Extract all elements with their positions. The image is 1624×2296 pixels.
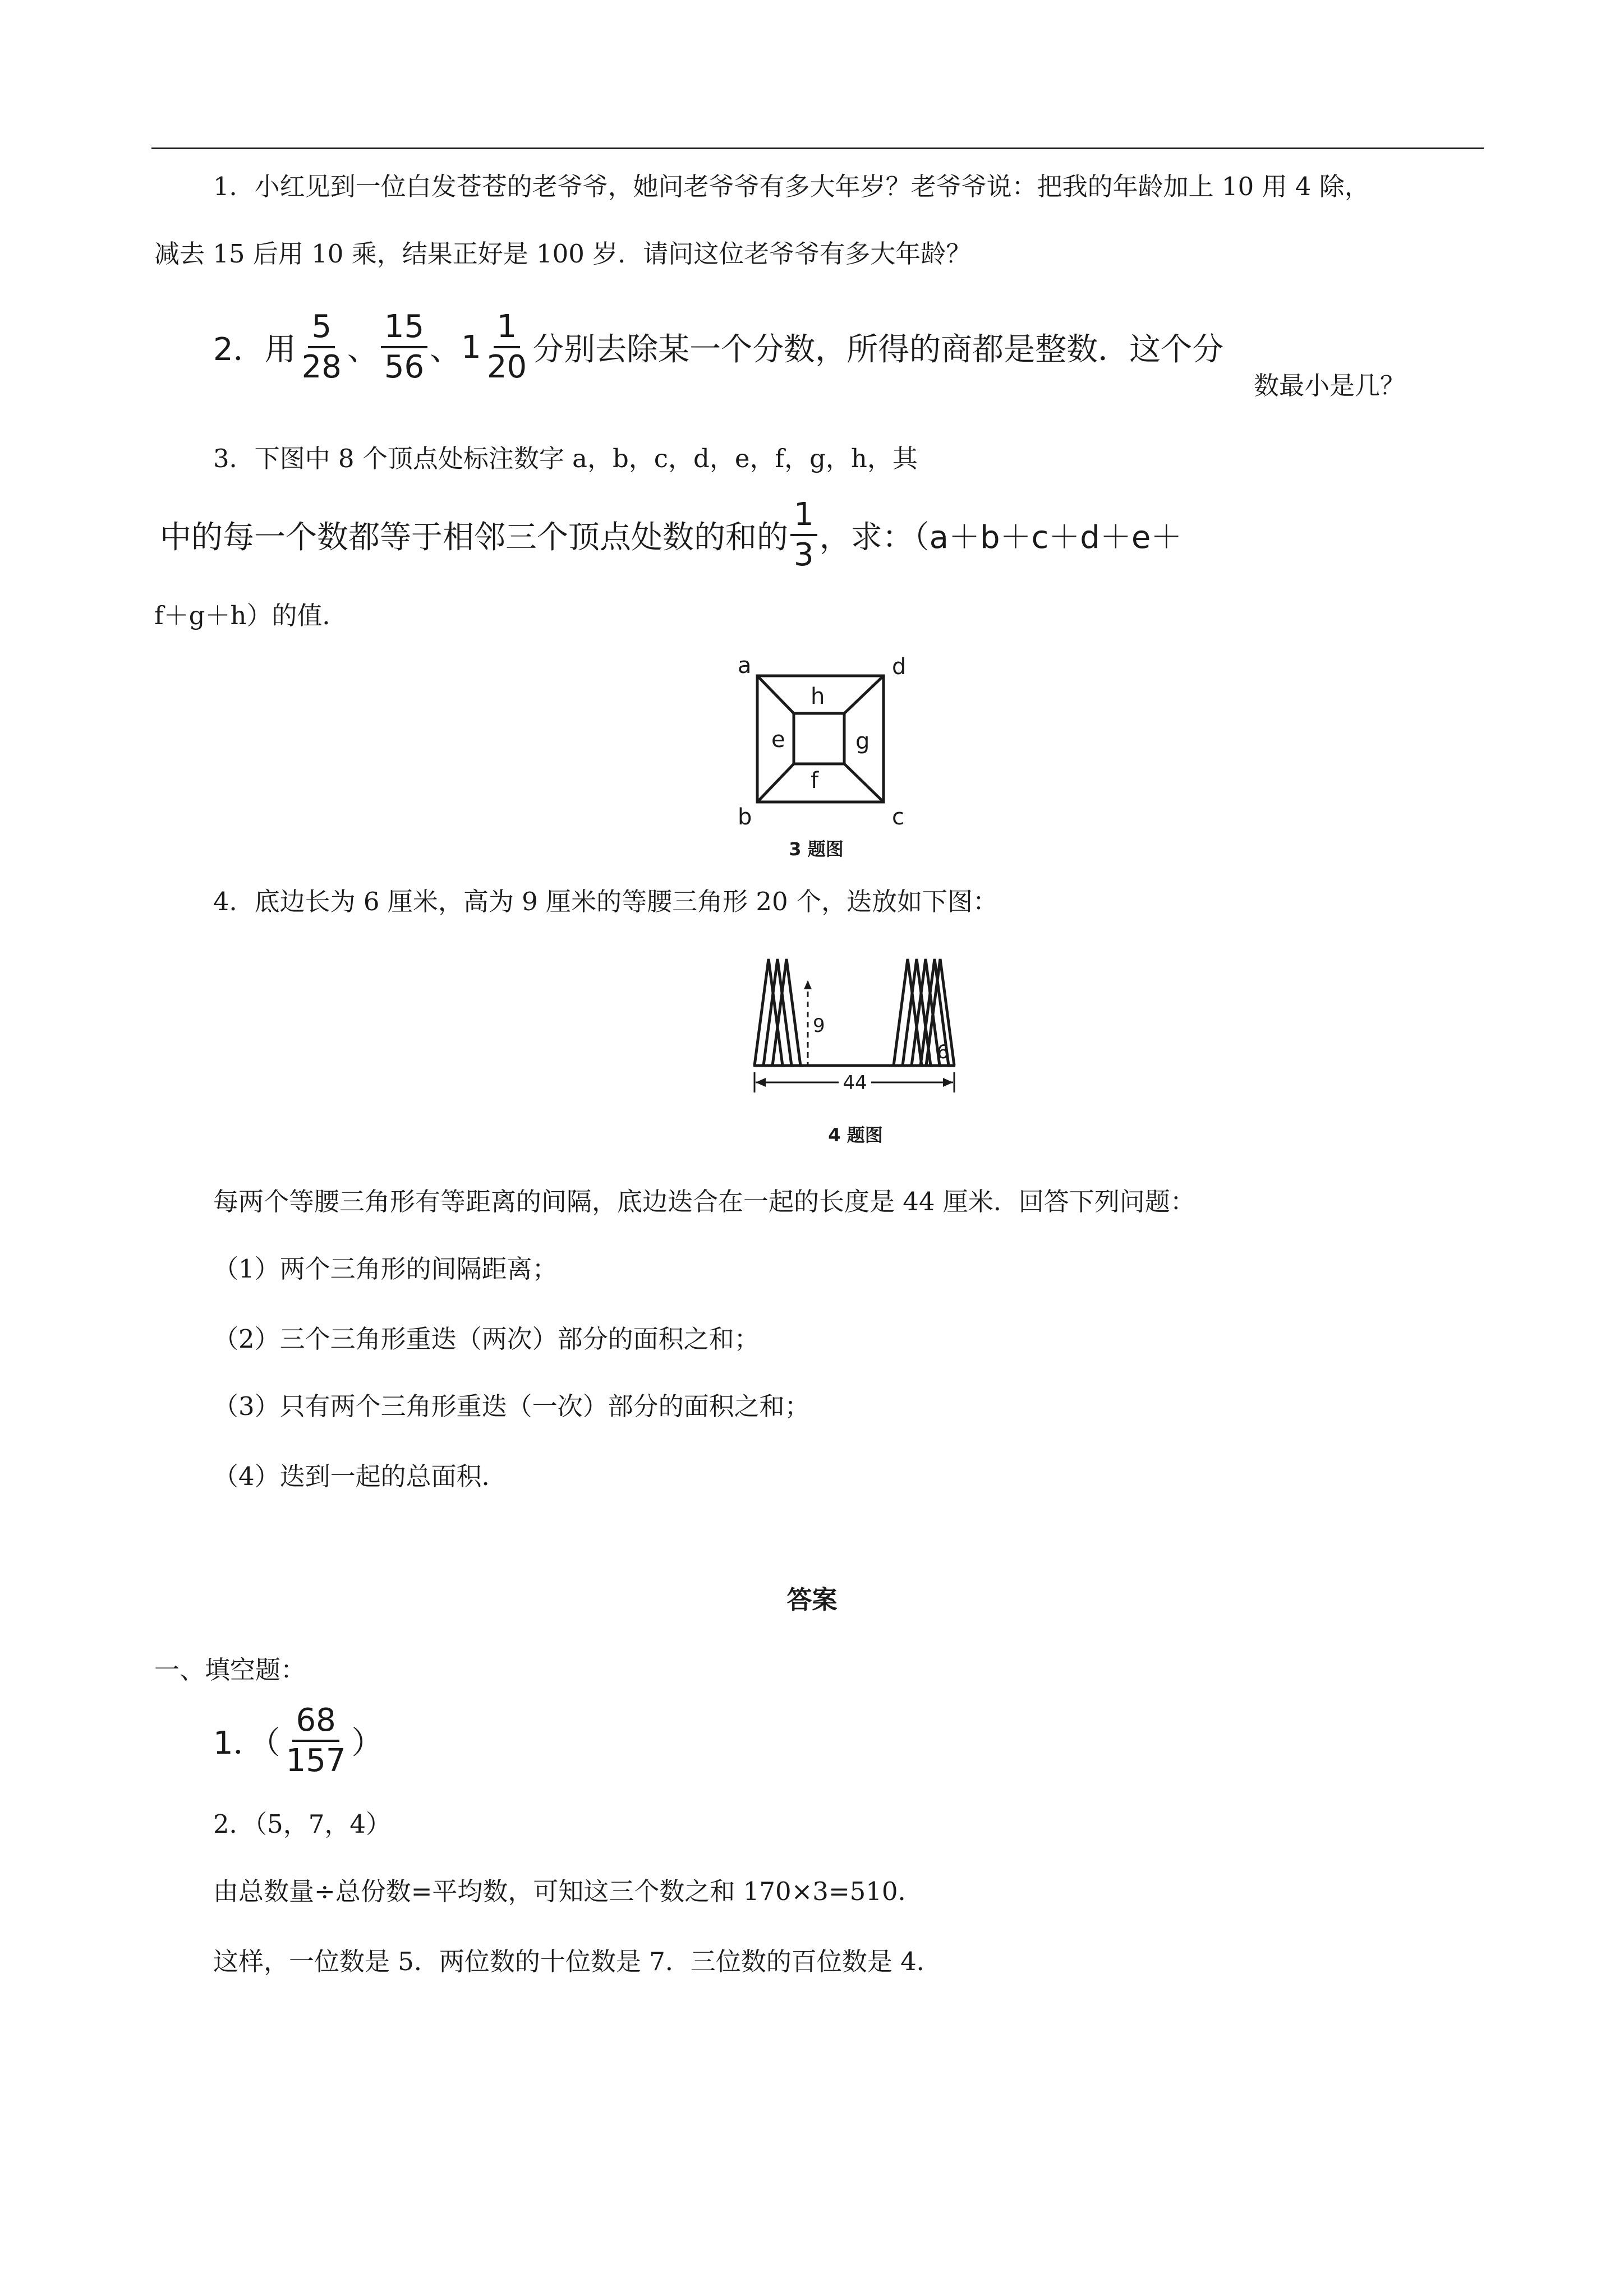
q4-line2: 每两个等腰三角形有等距离的间隔，底边迭合在一起的长度是 44 厘米．回答下列问题： — [213, 1187, 1195, 1216]
q2-line — [213, 308, 1224, 385]
q3-line2-prefix: 中的每一个数都等于相邻三个顶点处数的和的 — [160, 519, 788, 556]
length-label: 44 — [843, 1072, 867, 1094]
q4-sub-2: （2）三个三角形重迭（两次）部分的面积之和； — [213, 1324, 760, 1354]
vertex-label-d: d — [892, 654, 907, 680]
q3-fraction — [790, 496, 817, 573]
diagonal-b-e — [757, 764, 794, 802]
answers-title: 答案 — [786, 1585, 838, 1615]
q2-prefix: 2．用 — [213, 331, 296, 368]
q2-separator-1: 、 — [347, 331, 379, 368]
diagonal-a-h — [757, 676, 794, 713]
q3-fraction-den: 3 — [794, 537, 814, 573]
q2-suffix: 分别去除某一个分数，所得的商都是整数．这个分 — [532, 331, 1224, 368]
height-label: 9 — [813, 1015, 825, 1037]
q2-fraction-3-num: 1 — [494, 311, 521, 348]
header-rule — [151, 147, 1484, 149]
q2-fraction-3 — [484, 308, 530, 385]
answer-1-prefix: 1．（ — [213, 1725, 280, 1762]
q4-sub-1: （1）两个三角形的间隔距离； — [213, 1254, 558, 1284]
q2-fraction-2-num: 15 — [381, 311, 427, 348]
vertex-label-g: g — [855, 729, 870, 754]
vertex-label-a: a — [738, 653, 752, 679]
figure-4-caption: 4 题图 — [828, 1124, 883, 1146]
q3-line1: 3．下图中 8 个顶点处标注数字 a，b，c，d，e，f，g，h，其 — [213, 444, 918, 473]
side-label: 6 — [937, 1041, 949, 1063]
vertex-label-h: h — [811, 684, 825, 709]
answer-2-explanation-2: 这样，一位数是 5．两位数的十位数是 7．三位数的百位数是 4． — [213, 1947, 942, 1976]
vertex-label-e: e — [771, 727, 785, 753]
figure-4-triangle-stack — [743, 948, 968, 1150]
answer-1-fraction — [283, 1702, 349, 1779]
vertex-label-c: c — [892, 804, 904, 830]
figure-3-square-diagram — [729, 651, 920, 875]
answers-section-heading: 一、填空题： — [154, 1655, 306, 1685]
answer-1 — [213, 1702, 383, 1779]
q2-fraction-1-den: 28 — [301, 349, 342, 385]
length-arrow-right — [943, 1078, 953, 1087]
answer-2-explanation-1: 由总数量÷总份数=平均数，可知这三个数之和 170×3=510． — [213, 1877, 923, 1906]
answer-1-fraction-den: 157 — [286, 1742, 346, 1779]
vertex-label-f: f — [811, 768, 819, 794]
q3-fraction-num: 1 — [790, 499, 817, 536]
vertex-label-b: b — [738, 804, 752, 830]
figure-3-caption: 3 题图 — [789, 838, 844, 860]
q4-sub-4: （4）迭到一起的总面积． — [213, 1461, 507, 1491]
diagonal-d-g — [844, 676, 884, 713]
diagonal-c-f — [844, 764, 884, 802]
q2-fraction-2-den: 56 — [384, 349, 425, 385]
answer-1-suffix: ） — [351, 1725, 383, 1762]
length-arrow-left — [756, 1078, 766, 1087]
answer-1-fraction-num: 68 — [292, 1705, 339, 1742]
q4-line1: 4．底边长为 6 厘米，高为 9 厘米的等腰三角形 20 个，迭放如下图： — [213, 887, 998, 916]
answer-2: 2．（5，7，4） — [213, 1809, 392, 1839]
q2-separator-2: 、 — [430, 331, 462, 368]
q3-line3: f＋g＋h）的值． — [154, 601, 348, 630]
q3-line2 — [160, 496, 1183, 573]
q2-fraction-2 — [381, 308, 427, 385]
q3-line2-suffix: ，求：（a＋b＋c＋d＋e＋ — [819, 519, 1183, 556]
q1-line2: 减去 15 后用 10 乘，结果正好是 100 岁．请问这位老爷爷有多大年龄？ — [154, 239, 972, 269]
q2-mixed-whole: 1 — [461, 329, 481, 366]
q2-tail: 数最小是几？ — [1254, 371, 1406, 400]
q4-sub-3: （3）只有两个三角形重迭（一次）部分的面积之和； — [213, 1391, 810, 1421]
q2-fraction-1 — [298, 308, 345, 385]
q1-line1: 1．小红见到一位白发苍苍的老爷爷，她问老爷爷有多大年岁？老爷爷说：把我的年龄加上 10 用 4 除， — [213, 172, 1370, 201]
q2-fraction-1-num: 5 — [308, 311, 335, 348]
q2-mixed-number — [461, 308, 532, 385]
q2-fraction-3-den: 20 — [486, 349, 527, 385]
inner-square — [794, 713, 844, 764]
height-arrow-top — [804, 980, 812, 989]
